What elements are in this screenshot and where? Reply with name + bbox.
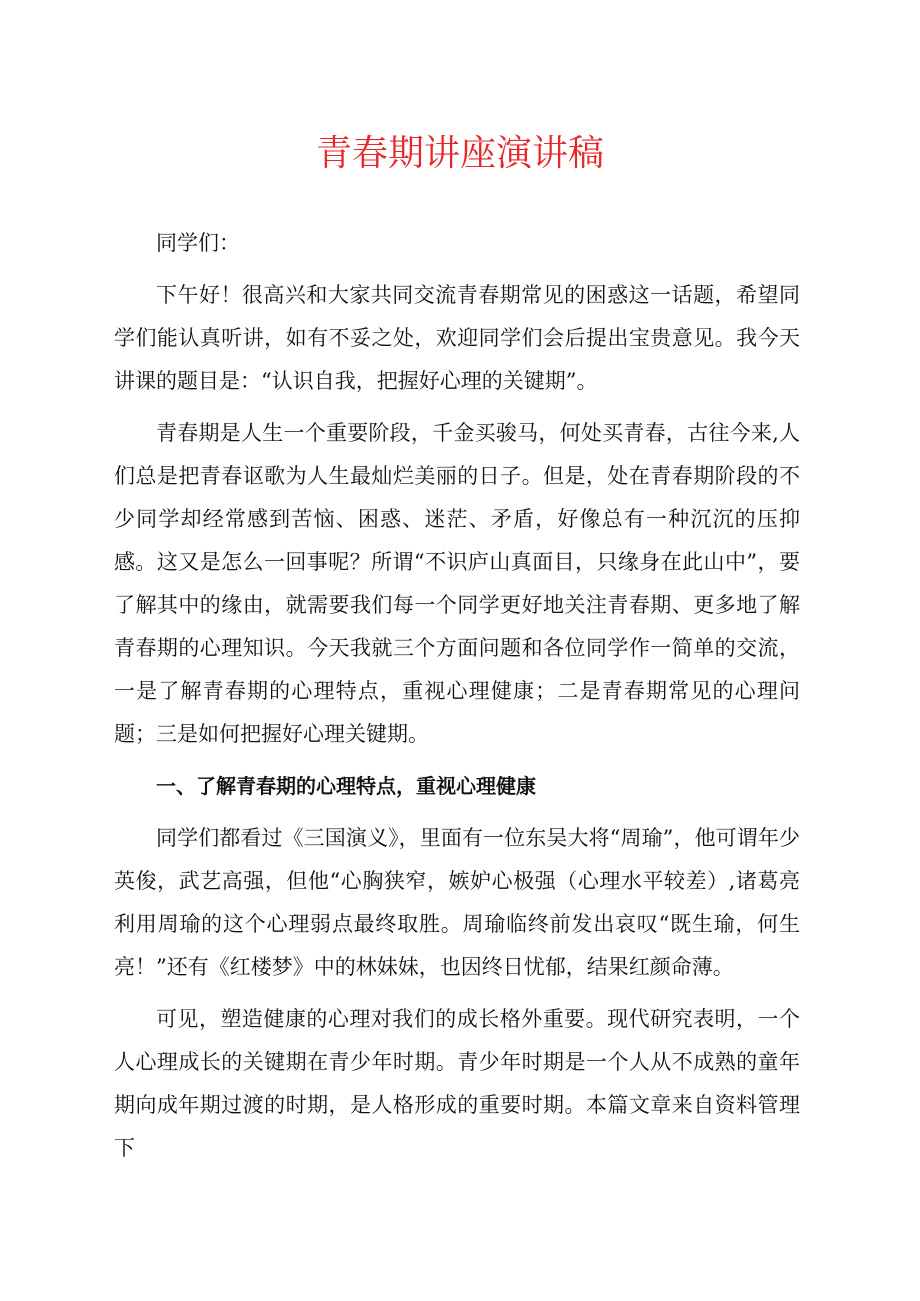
paragraph-salutation: 同学们：	[156, 231, 240, 255]
paragraph-mental-health: 可见，塑造健康的心理对我们的成长格外重要。现代研究表明，一个人心理成长的关键期在青少年时期。青少年时期是一个人从不成熟的童年期向成年期过渡的时期，是人格形成的重要时期。本篇文章来自资料管理下	[114, 1007, 800, 1160]
document-title: 青春期讲座演讲稿	[315, 133, 604, 174]
document-body	[114, 222, 800, 1179]
paragraph-greeting: 下午好！很高兴和大家共同交流青春期常见的困惑这一话题，希望同学们能认真听讲，如有不妥之处，欢迎同学们会后提出宝贵意见。我今天讲课的题目是：“认识自我，把握好心理的关键期”。	[114, 283, 800, 393]
paragraph-zhouyu-example: 同学们都看过《三国演义》，里面有一位东吴大将“周瑜”，他可谓年少英俊，武艺高强，但他“心胸狭窄，嫉妒心极强（心理水平较差）,诸葛亮利用周瑜的这个心理弱点最终取胜。周瑜临终前发出哀叹“既生瑜，何生亮！”还有《红楼梦》中的林妹妹，也因终日忧郁，结果红颜命薄。	[114, 826, 800, 979]
paragraph-introduction: 青春期是人生一个重要阶段，千金买骏马，何处买青春，古往今来,人们总是把青春讴歌为人生最灿烂美丽的日子。但是，处在青春期阶段的不少同学却经常感到苦恼、困惑、迷茫、矛盾，好像总有一种沉沉的压抑感。这又是怎么一回事呢？所谓“不识庐山真面目，只缘身在此山中”，要了解其中的缘由，就需要我们每一个同学更好地关注青春期、更多地了解青春期的心理知识。今天我就三个方面问题和各位同学作一简单的交流，一是了解青春期的心理特点，重视心理健康；二是青春期常见的心理问题；三是如何把握好心理关键期。	[114, 421, 800, 746]
section-heading-1: 一、了解青春期的心理特点，重视心理健康	[156, 774, 536, 798]
